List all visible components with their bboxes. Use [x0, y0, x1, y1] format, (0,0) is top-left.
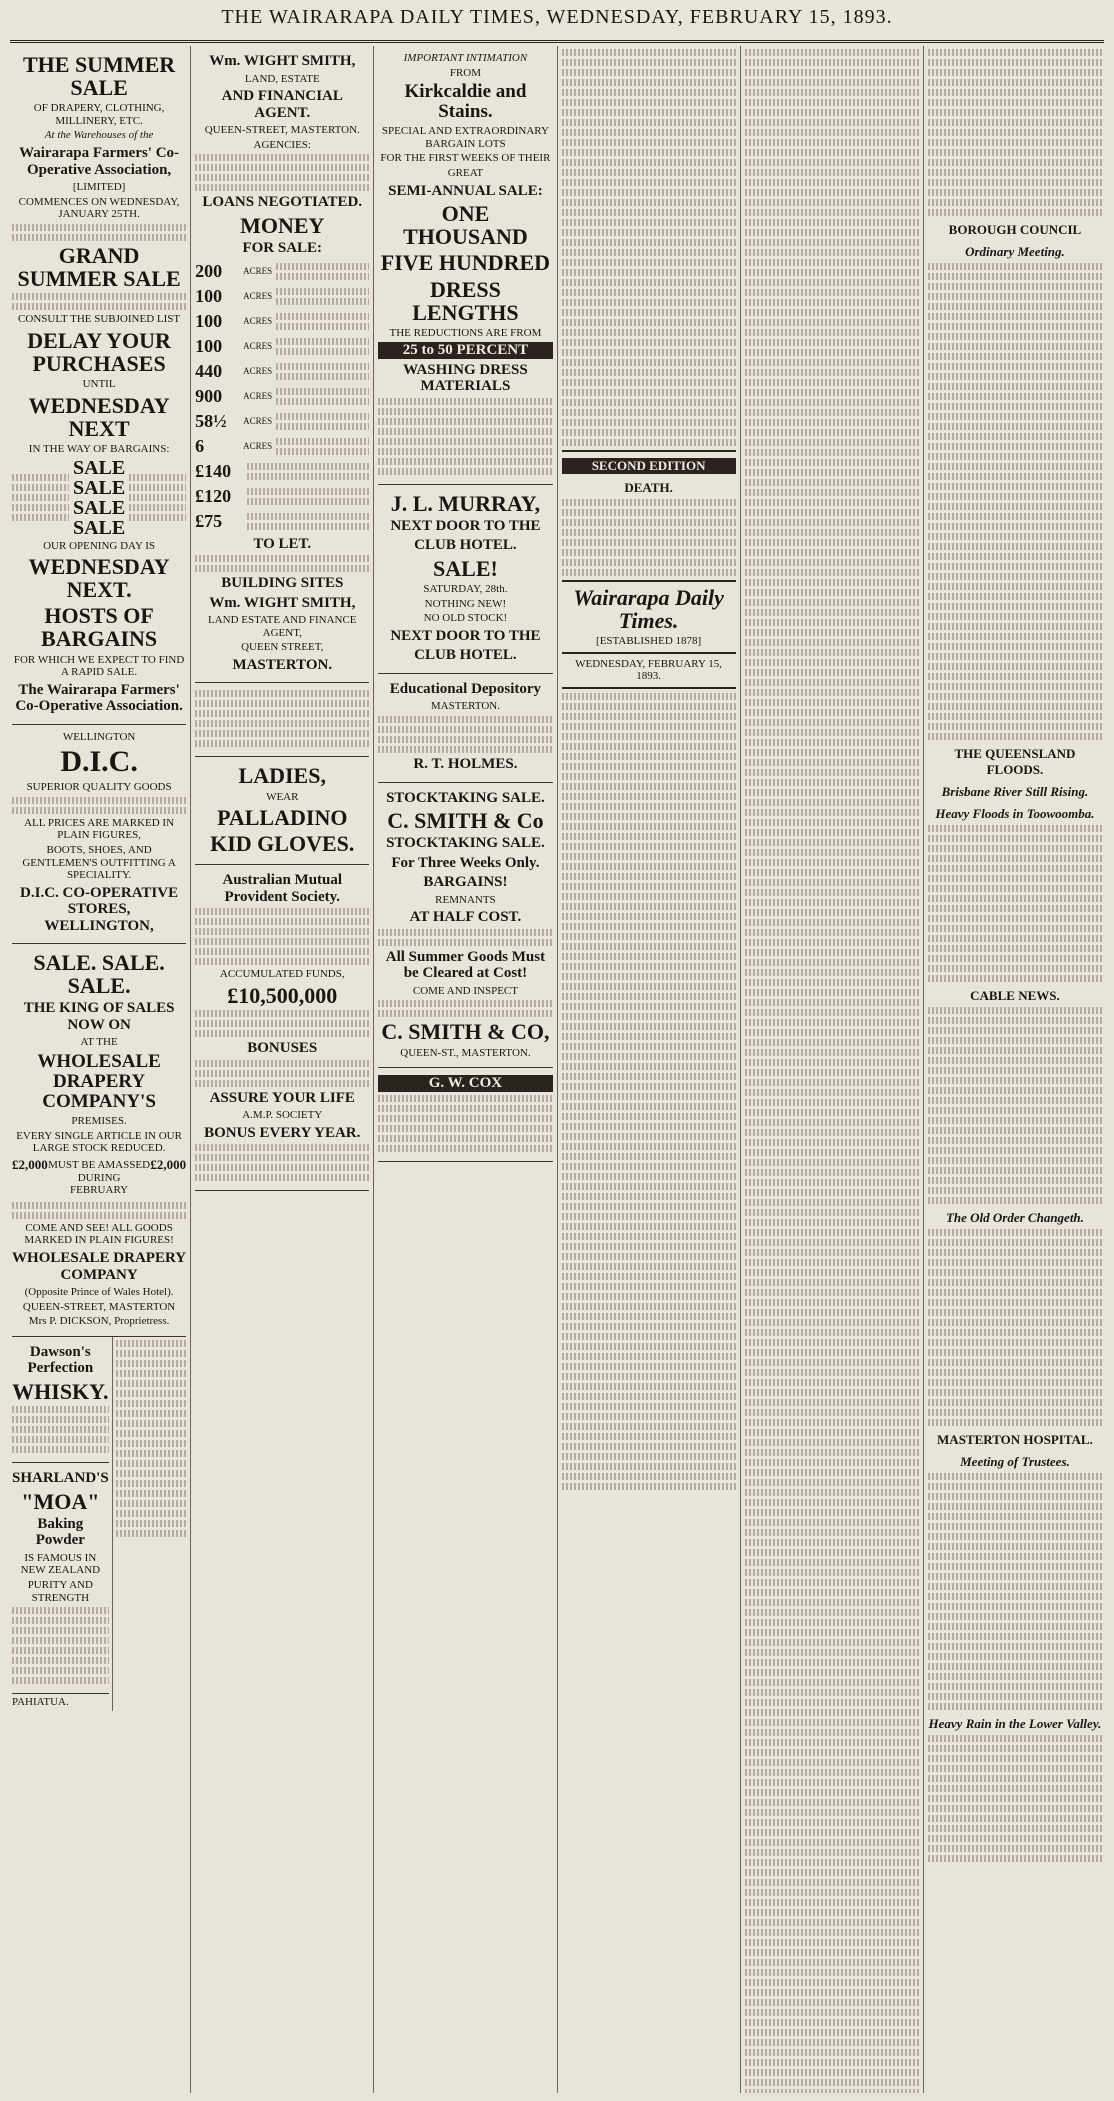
masthead: [10, 6, 1104, 43]
ad-heading: AND FINANCIAL AGENT.: [221, 88, 343, 121]
ad-heading: GRAND SUMMER SALE: [17, 243, 181, 292]
ad-text: QUEEN-STREET, MASTERTON: [22, 1300, 176, 1313]
ad-heading: J. L. MURRAY,: [390, 490, 541, 516]
section-heading: CABLE NEWS.: [970, 988, 1060, 1003]
ad-text: MASTERTON.: [430, 700, 500, 713]
educational-depository-ad: [378, 674, 552, 783]
ad-text: [LIMITED]: [72, 181, 126, 194]
acre-listing: [195, 360, 369, 383]
section-subheading: Ordinary Meeting.: [965, 244, 1065, 259]
ad-heading: LADIES,: [238, 763, 326, 789]
acre-unit: ACRES: [243, 366, 273, 377]
ad-text: PURITY AND STRENGTH: [27, 1578, 93, 1604]
acre-qty: £120: [195, 485, 232, 506]
ad-heading: £10,500,000: [227, 983, 338, 1008]
column-4: [558, 46, 741, 2093]
acre-listing: [195, 510, 369, 533]
section-subheading: Heavy Floods in Toowoomba.: [935, 806, 1095, 821]
section-subheading: Brisbane River Still Rising.: [941, 784, 1089, 799]
column-6: [924, 46, 1106, 2093]
ad-heading: ONE THOUSAND: [403, 201, 528, 250]
column-2: [191, 46, 374, 2093]
ad-text: WELLINGTON: [62, 730, 136, 743]
ad-text: FOR THE FIRST WEEKS OF THEIR: [380, 152, 551, 165]
amount: £2,000: [150, 1156, 187, 1172]
ad-heading: SEMI-ANNUAL SALE:: [388, 182, 543, 199]
ad-heading: WEDNESDAY NEXT.: [28, 554, 170, 603]
acre-qty: 100: [195, 285, 223, 306]
ad-heading: WHOLESALE DRAPERY COMPANY'S: [37, 1051, 161, 1112]
ad-heading: C. SMITH & CO,: [381, 1019, 550, 1045]
wight-smith-ad: [195, 46, 369, 683]
ad-heading: Dawson's Perfection: [27, 1343, 94, 1377]
acre-listing: [195, 310, 369, 333]
ad-heading: BARGAINS!: [423, 874, 508, 891]
ad-text: THE REDUCTIONS ARE FROM: [389, 326, 542, 339]
acre-listing: [195, 460, 369, 483]
acre-unit: ACRES: [243, 291, 273, 302]
ad-heading: D.I.C.: [60, 745, 138, 779]
ad-heading: STOCKTAKING SALE.: [386, 789, 545, 806]
acre-unit: ACRES: [243, 341, 273, 352]
section-heading: SECOND EDITION: [562, 458, 736, 474]
ad-text: IN THE WAY OF BARGAINS:: [28, 442, 170, 455]
section-heading: The Old Order Changeth.: [945, 1210, 1084, 1225]
acre-qty: 6: [195, 435, 205, 456]
acre-qty: 58½: [195, 410, 227, 431]
wholesale-drapery-ad: [12, 944, 186, 1337]
ad-subheading: OF DRAPERY, CLOTHING, MILLINERY, ETC.: [33, 102, 165, 127]
ad-text: A.M.P. SOCIETY: [242, 1109, 323, 1122]
ad-heading: SHARLAND'S: [12, 1470, 109, 1487]
ad-heading: 25 to 50 PERCENT: [378, 342, 552, 359]
ad-text: BOOTS, SHOES, AND GENTLEMEN'S OUTFITTING A SPECIALITY.: [22, 843, 176, 882]
ad-heading: WASHING DRESS MATERIALS: [403, 361, 528, 395]
column-5: [741, 46, 924, 2093]
ad-text: COME AND SEE! ALL GOODS MARKED IN PLAIN FIGURES!: [24, 1221, 174, 1247]
ad-sale-word: SALE: [72, 456, 126, 479]
ad-heading: KID GLOVES.: [210, 831, 355, 857]
paper-nameplate: Wairarapa Daily Times.: [573, 585, 724, 634]
acre-listing: [195, 260, 369, 283]
ad-text: NO OLD STOCK!: [423, 612, 508, 625]
ad-text: OUR OPENING DAY IS: [43, 539, 156, 552]
ad-text: QUEEN-ST., MASTERTON.: [400, 1046, 531, 1059]
ad-heading: MONEY: [240, 212, 325, 238]
ad-text: NOTHING NEW!: [424, 597, 507, 610]
amount: £2,000: [12, 1156, 48, 1172]
ad-heading: BUILDING SITES: [221, 575, 344, 592]
ad-text: QUEEN-STREET, MASTERTON.: [204, 124, 360, 137]
stocktaking-ad: [378, 783, 552, 1069]
ad-text: EVERY SINGLE ARTICLE IN OUR LARGE STOCK REDUCED.: [16, 1129, 182, 1155]
ad-text: LAND ESTATE AND FINANCE AGENT,: [207, 614, 357, 639]
section-heading: DEATH.: [624, 480, 673, 495]
column-3: [374, 46, 557, 2093]
ad-heading: Australian Mutual Provident Society.: [222, 872, 343, 905]
murray-ad: [378, 485, 552, 674]
news-body: [745, 49, 919, 2093]
ad-heading: DRESS LENGTHS: [412, 276, 519, 325]
ad-sale-word: SALE: [72, 496, 126, 519]
ad-heading: AT HALF COST.: [409, 909, 522, 926]
ad-heading: SALE!: [433, 555, 498, 581]
ad-text: LAND, ESTATE: [244, 72, 320, 85]
ad-heading: SALE. SALE. SALE.: [33, 950, 165, 999]
ad-advertiser: Wairarapa Farmers' Co-Operative Association,: [19, 145, 180, 178]
ad-text: UNTIL: [82, 378, 116, 391]
ad-heading: Kirkcaldie and Stains.: [404, 81, 527, 123]
ad-text: Mrs P. DICKSON, Proprietress.: [28, 1315, 170, 1328]
acre-unit: ACRES: [243, 316, 273, 327]
acre-unit: ACRES: [243, 266, 273, 277]
palladino-ad: [195, 757, 369, 865]
ad-heading: Baking Powder: [35, 1515, 85, 1549]
ad-heading: STOCKTAKING SALE.: [386, 835, 545, 852]
ad-heading: For Three Weeks Only.: [391, 854, 540, 871]
dic-ad: [12, 725, 186, 944]
classifieds-block: [562, 49, 736, 446]
ad-heading: ASSURE YOUR LIFE: [209, 1089, 355, 1106]
summer-sale-ad: [12, 46, 186, 725]
ad-text: REMNANTS: [435, 893, 496, 906]
acre-listing: [195, 435, 369, 458]
ad-heading: WHISKY.: [12, 1378, 109, 1404]
section-subheading: Meeting of Trustees.: [960, 1454, 1070, 1469]
ad-text: CONSULT THE SUBJOINED LIST: [18, 313, 181, 326]
tayton-erskine-ad: [195, 683, 369, 757]
section-heading: MASTERTON HOSPITAL.: [937, 1432, 1093, 1447]
ad-heading: FOR SALE:: [242, 240, 323, 257]
established-line: [ESTABLISHED 1878]: [596, 635, 702, 648]
ad-heading: TO LET.: [253, 535, 312, 552]
ad-heading: THE KING OF SALES NOW ON: [23, 1000, 175, 1033]
ad-heading: WEDNESDAY NEXT: [28, 392, 170, 441]
ad-heading: C. SMITH & Co: [387, 808, 544, 834]
ad-heading: Wm. WIGHT SMITH,: [209, 53, 356, 69]
cox-ad: [378, 1068, 552, 1162]
acre-qty: £140: [195, 460, 232, 481]
ad-text: PAHIATUA.: [12, 1696, 69, 1709]
acre-listing: [195, 335, 369, 358]
ad-heading: DELAY YOUR PURCHASES: [27, 327, 171, 376]
acre-listing: [195, 485, 369, 508]
acre-qty: 900: [195, 385, 223, 406]
ad-text: PREMISES.: [71, 1114, 127, 1127]
newspaper-title: THE WAIRARAPA DAILY TIMES, WEDNESDAY, FEBRUARY 15, 1893.: [221, 6, 893, 28]
ad-heading: THE SUMMER SALE: [22, 52, 176, 101]
ad-heading: LOANS NEGOTIATED.: [202, 194, 363, 211]
ad-heading: R. T. HOLMES.: [413, 756, 518, 773]
acre-unit: ACRES: [243, 391, 273, 402]
ad-heading: NEXT DOOR TO THE: [390, 517, 541, 534]
ad-text: AT THE: [80, 1036, 118, 1049]
acre-qty: 100: [195, 310, 223, 331]
ad-text: QUEEN STREET,: [241, 641, 324, 654]
edition-date: WEDNESDAY, FEBRUARY 15, 1893.: [575, 657, 723, 683]
ad-text: FROM: [449, 66, 482, 79]
ad-text: IS FAMOUS IN NEW ZEALAND: [20, 1551, 101, 1577]
ad-text: IMPORTANT INTIMATION: [403, 52, 528, 64]
ad-heading: G. W. COX: [378, 1075, 552, 1092]
acre-listing: [195, 285, 369, 308]
acre-qty: £75: [195, 510, 223, 531]
ad-text: At the Warehouses of the: [44, 129, 154, 142]
amp-society-ad: [195, 865, 369, 1191]
ad-advertiser: D.I.C. CO-OPERATIVE STORES, WELLINGTON,: [20, 884, 179, 934]
column-1: [8, 46, 191, 2093]
ad-text: COMMENCES ON WEDNESDAY, JANUARY 25TH.: [18, 195, 180, 221]
ad-heading: Educational Depository: [389, 680, 542, 697]
ad-heading: FIVE HUNDRED: [380, 250, 551, 276]
ad-text: WEAR: [266, 790, 299, 803]
ad-text: ALL PRICES ARE MARKED IN PLAIN FIGURES,: [24, 816, 175, 842]
acres-list: [195, 260, 369, 533]
section-heading: THE QUEENSLAND FLOODS.: [954, 746, 1076, 777]
ad-heading: CLUB HOTEL.: [414, 647, 517, 664]
ad-text: ACCUMULATED FUNDS,: [219, 968, 345, 981]
ad-heading: HOSTS OF BARGAINS: [41, 603, 158, 652]
ad-heading: CLUB HOTEL.: [414, 537, 517, 554]
bottom-ads-row: [12, 1337, 186, 1711]
ad-text: FOR WHICH WE EXPECT TO FIND A RAPID SALE.: [13, 653, 185, 679]
whisky-ad: [12, 1337, 109, 1463]
ad-sale-word: SALE: [72, 476, 126, 499]
ad-sale-word: SALE: [72, 516, 126, 539]
ad-text: SUPERIOR QUALITY GOODS: [26, 780, 172, 793]
ad-advertiser: The Wairarapa Farmers' Co-Operative Association.: [15, 681, 183, 715]
acre-unit: ACRES: [243, 416, 273, 427]
amount-row: [12, 1157, 186, 1199]
section-heading: BOROUGH COUNCIL: [948, 222, 1082, 237]
ad-text: GREAT: [447, 167, 484, 180]
ad-heading: PALLADINO: [217, 805, 348, 831]
ad-text: SATURDAY, 28th.: [423, 583, 508, 596]
ad-text: (Opposite Prince of Wales Hotel).: [24, 1286, 174, 1299]
acre-listing: [195, 410, 369, 433]
acre-qty: 440: [195, 360, 223, 381]
ad-heading: All Summer Goods Must be Cleared at Cost!: [385, 948, 546, 982]
ad-text: SPECIAL AND EXTRAORDINARY BARGAIN LOTS: [381, 125, 549, 150]
ad-heading: MASTERTON.: [232, 656, 333, 673]
ad-text: COME AND INSPECT: [412, 984, 518, 997]
kirkcaldie-ad: [378, 46, 552, 485]
acre-unit: ACRES: [243, 441, 273, 452]
ad-heading: BONUSES: [247, 1040, 318, 1057]
ad-heading: BONUS EVERY YEAR.: [204, 1124, 361, 1141]
moa-ad: [12, 1463, 109, 1694]
amount-text: MUST BE AMASSED DURING FEBRUARY: [48, 1158, 151, 1197]
acre-listing: [195, 385, 369, 408]
ad-heading: "MOA": [21, 1488, 100, 1514]
columns: [8, 46, 1106, 2093]
ad-heading: Wm. WIGHT SMITH,: [209, 594, 356, 611]
section-heading: Heavy Rain in the Lower Valley.: [928, 1716, 1102, 1731]
ad-heading: WHOLESALE DRAPERY COMPANY: [12, 1250, 187, 1283]
ad-text: AGENCIES:: [253, 138, 311, 151]
acre-qty: 100: [195, 335, 223, 356]
ad-heading: NEXT DOOR TO THE: [390, 627, 541, 644]
acre-qty: 200: [195, 260, 223, 281]
